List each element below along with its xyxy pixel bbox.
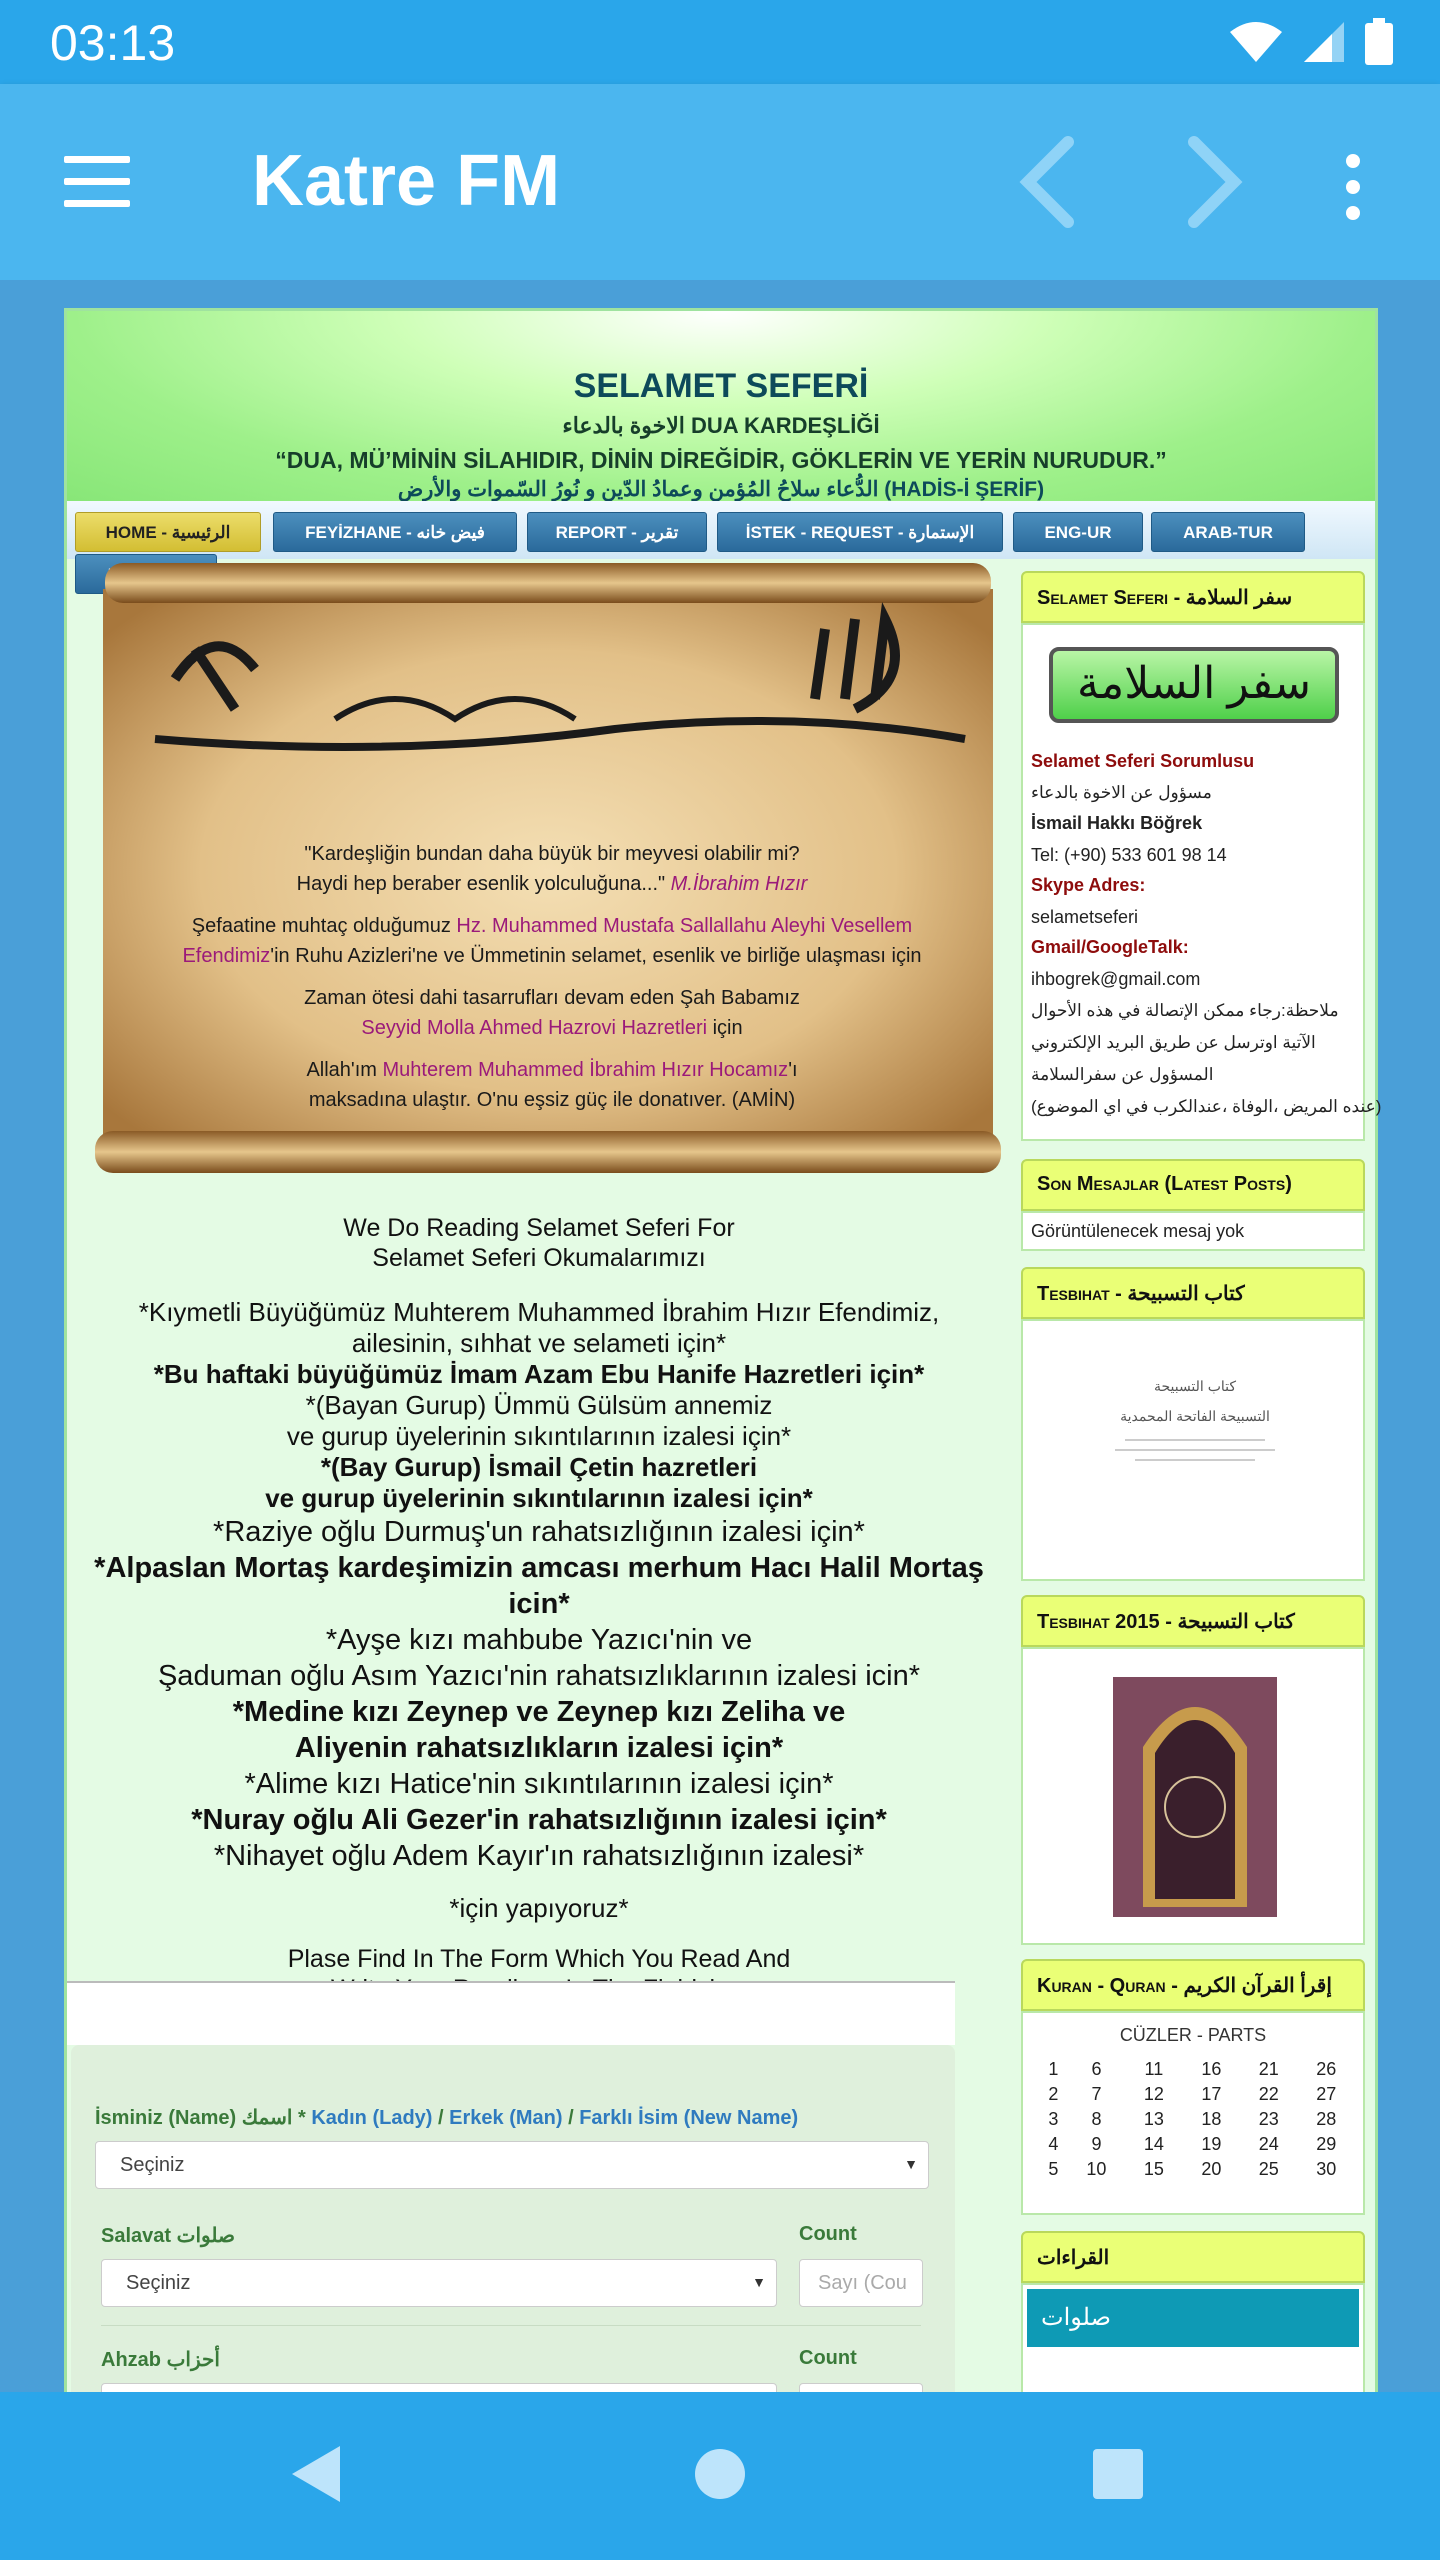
back-arrow-icon[interactable] bbox=[1012, 134, 1082, 230]
status-bar bbox=[0, 0, 1440, 84]
status-time: 03:13 bbox=[50, 15, 176, 71]
dropdown-arrow-icon: ▼ bbox=[904, 2156, 918, 2172]
scroll-line-2: Haydi hep beraber esenlik yolculuğuna..." M.İbrahim Hızır bbox=[296, 873, 808, 895]
note-line: الآتية اوترسل عن طريق البريد الإلكتروني bbox=[1031, 1033, 1316, 1052]
quran-row bbox=[1039, 2082, 1355, 2107]
quran-row bbox=[1039, 2132, 1355, 2157]
resp-name: İsmail Hakkı Böğrek bbox=[1031, 813, 1203, 833]
quran-part-link[interactable]: 21 bbox=[1258, 2059, 1279, 2079]
quran-part-link[interactable]: 11 bbox=[1144, 2059, 1164, 2079]
quran-part-link[interactable]: 26 bbox=[1316, 2059, 1337, 2079]
banner-quote: “DUA, MÜ’MİNİN SİLAHIDIR, DİNİN DİREĞİDİR, GÖKLERİN VE YERİN NURUDUR.” bbox=[275, 447, 1167, 473]
nav-back-icon[interactable] bbox=[288, 2442, 344, 2506]
quran-part-link[interactable]: 10 bbox=[1086, 2159, 1107, 2179]
quran-part-link[interactable]: 9 bbox=[1091, 2134, 1102, 2154]
menu-eng-ur[interactable]: ENG-UR bbox=[1013, 512, 1143, 552]
prayer-line: *Nuray oğlu Ali Gezer'in rahatsızlığının izalesi için* bbox=[191, 1804, 887, 1836]
quran-part-link[interactable]: 25 bbox=[1258, 2159, 1279, 2179]
quran-part-link[interactable]: 8 bbox=[1091, 2109, 1102, 2129]
reading-heading-en: We Do Reading Selamet Seferi For bbox=[343, 1214, 735, 1242]
quran-part-link[interactable]: 2 bbox=[1048, 2084, 1059, 2104]
quran-part-link[interactable]: 13 bbox=[1143, 2109, 1164, 2129]
sidebar-quran-body bbox=[1021, 2011, 1365, 2215]
sidebar-tesbihat-body bbox=[1021, 1319, 1365, 1581]
note-line: (عنده المريض ،الوفاة ،عندالكرب في اي الموضوع) bbox=[1031, 1097, 1382, 1116]
tesbihat-2015-cover[interactable] bbox=[1113, 1677, 1277, 1917]
system-nav-bar bbox=[0, 2392, 1440, 2560]
quran-part-link[interactable]: 16 bbox=[1201, 2059, 1222, 2079]
quran-part-link[interactable]: 22 bbox=[1258, 2084, 1279, 2104]
sidebar-selamet-body bbox=[1021, 623, 1382, 1141]
quran-part-link[interactable]: 7 bbox=[1091, 2084, 1102, 2104]
form-header-area bbox=[67, 1981, 955, 2045]
scroll-line-3: Şefaatine muhtaç olduğumuz Hz. Muhammed Mustafa Sallallahu Aleyhi Vesellem bbox=[191, 915, 913, 937]
scroll-line-1: "Kardeşliğin bundan daha büyük bir meyvesi olabilir mi? bbox=[304, 843, 800, 865]
quran-part-link[interactable]: 1 bbox=[1048, 2059, 1059, 2079]
skype-label: Skype Adres: bbox=[1031, 875, 1146, 895]
prayer-line: *Nihayet oğlu Adem Kayır'ın rahatsızlığının izalesi* bbox=[213, 1840, 865, 1872]
menu-report[interactable]: REPORT - تقرير bbox=[527, 512, 707, 552]
battery-icon bbox=[1364, 18, 1394, 66]
dropdown-arrow-icon: ▼ bbox=[752, 2274, 766, 2290]
sidebar-posts-body bbox=[1021, 1211, 1365, 1251]
quran-part-link[interactable]: 29 bbox=[1316, 2134, 1337, 2154]
quran-part-link[interactable]: 23 bbox=[1258, 2109, 1279, 2129]
scroll-line-5: Zaman ötesi dahi tasarrufları devam eden Şah Babamız bbox=[304, 987, 800, 1009]
gmail-label: Gmail/GoogleTalk: bbox=[1031, 937, 1189, 957]
sidebar-readings-body bbox=[1021, 2283, 1365, 2392]
resp-label: Selamet Seferi Sorumlusu bbox=[1031, 751, 1255, 771]
quran-parts-table bbox=[1039, 2057, 1355, 2182]
scroll-line-8: maksadına ulaştır. O'nu eşsiz güç ile donatıver. (AMİN) bbox=[308, 1089, 796, 1111]
wifi-icon bbox=[1228, 20, 1284, 64]
quran-part-link[interactable]: 20 bbox=[1201, 2159, 1222, 2179]
prayer-line: *Kıymetli Büyüğümüz Muhterem Muhammed İbrahim Hızır Efendimiz, bbox=[138, 1297, 940, 1327]
scroll-banner-image bbox=[95, 559, 1009, 1179]
name-new-link[interactable]: Farklı İsim (New Name) bbox=[579, 2107, 799, 2129]
menu-feyizhane[interactable]: FEYİZHANE - فيض خانه bbox=[273, 512, 517, 552]
ahzab-label: Ahzab أحزاب bbox=[101, 2349, 220, 2371]
name-label: İsminiz (Name) اسمك * Kadın (Lady) / Erkek (Man) / Farklı İsim (New Name) bbox=[95, 2107, 799, 2129]
name-lady-link[interactable]: Kadın (Lady) bbox=[311, 2107, 433, 2129]
sidebar-selamet-header: Selamet Seferi - سفر السلامة bbox=[1021, 571, 1365, 623]
reading-heading bbox=[67, 1213, 1011, 1273]
ahzab-count-input[interactable] bbox=[799, 2383, 923, 2392]
sidebar-tesbihat2015-body bbox=[1021, 1647, 1365, 1945]
menu-arab-tur[interactable]: ARAB-TUR bbox=[1151, 512, 1305, 552]
quran-part-link[interactable]: 5 bbox=[1048, 2159, 1059, 2179]
prayer-line: Aliyenin rahatsızlıkların izalesi için* bbox=[294, 1732, 784, 1764]
quran-part-link[interactable]: 30 bbox=[1316, 2159, 1337, 2179]
count-label: Count bbox=[799, 2223, 857, 2245]
web-view[interactable] bbox=[0, 280, 1440, 2392]
app-bar bbox=[0, 84, 1440, 280]
prayer-line: *Alime kızı Hatice'nin sıkıntılarının izalesi için* bbox=[244, 1768, 834, 1800]
app-title: Katre FM bbox=[252, 141, 561, 221]
tesbihat-book-line: التسبيحة الفاتحة المحمدية bbox=[1120, 1408, 1270, 1424]
banner-title: SELAMET SEFERİ bbox=[573, 367, 869, 405]
sidebar-tesbihat2015-header: Tesbihat 2015 - كتاب التسبيحة bbox=[1021, 1595, 1365, 1647]
reading-heading-tr: Selamet Seferi Okumalarımızı bbox=[372, 1244, 706, 1272]
salavat-select[interactable]: Seçiniz ▼ bbox=[101, 2259, 777, 2307]
skype-value: selametseferi bbox=[1031, 907, 1139, 927]
quran-part-link[interactable]: 17 bbox=[1201, 2084, 1222, 2104]
quran-part-link[interactable]: 15 bbox=[1143, 2159, 1164, 2179]
sidebar-readings-header: القراءات bbox=[1021, 2231, 1365, 2283]
web-page bbox=[64, 308, 1382, 2392]
gmail-value[interactable]: ihbogrek@gmail.com bbox=[1031, 969, 1201, 989]
tesbihat-book-line: كتاب التسبيحة bbox=[1153, 1378, 1237, 1394]
selamet-logo[interactable]: سفر السلامة bbox=[1049, 647, 1339, 723]
quran-part-link[interactable]: 14 bbox=[1143, 2134, 1164, 2154]
quran-part-link[interactable]: 19 bbox=[1201, 2134, 1222, 2154]
prayer-line: *Bu haftaki büyüğümüz İmam Azam Ebu Hanife Hazretleri için* bbox=[153, 1359, 925, 1389]
quran-part-link[interactable]: 28 bbox=[1316, 2109, 1337, 2129]
hamburger-menu-icon[interactable] bbox=[64, 156, 130, 208]
prayer-line: ailesinin, sıhhat ve selameti için* bbox=[351, 1328, 727, 1358]
quran-part-link[interactable]: 18 bbox=[1201, 2109, 1222, 2129]
prayer-line: *Alpaslan Mortaş kardeşimizin amcası merhum Hacı Halil Mortaş icin* bbox=[94, 1552, 984, 1620]
quran-row bbox=[1039, 2057, 1355, 2082]
banner-hadis: الدُّعاء سلاحُ المُؤمن وعمادُ الدّين و نُورُ السّموات والأرض (HADİS-İ ŞERİF) bbox=[397, 478, 1045, 501]
prayer-line: ve gurup üyelerinin sıkıntılarının izalesi için* bbox=[265, 1483, 813, 1513]
prayer-line: *(Bay Gurup) İsmail Çetin hazretleri bbox=[320, 1452, 758, 1482]
status-icons bbox=[1228, 18, 1394, 66]
quran-part-link[interactable]: 4 bbox=[1048, 2134, 1059, 2154]
menu-request[interactable]: İSTEK - REQUEST - الإستمارة bbox=[717, 512, 1003, 552]
readings-item-salavat[interactable]: صلوات bbox=[1027, 2289, 1359, 2347]
quran-part-link[interactable]: 3 bbox=[1048, 2109, 1059, 2129]
quran-part-link[interactable]: 12 bbox=[1143, 2084, 1164, 2104]
name-man-link[interactable]: Erkek (Man) bbox=[449, 2107, 563, 2129]
overflow-menu-icon[interactable] bbox=[1346, 154, 1364, 232]
tesbihat-book-cover[interactable] bbox=[1083, 1351, 1307, 1551]
form-instruction-1: Plase Find In The Form Which You Read And bbox=[287, 1945, 791, 1973]
quran-part-link[interactable]: 27 bbox=[1316, 2084, 1337, 2104]
prayer-line: ve gurup üyelerinin sıkıntılarının izalesi için* bbox=[286, 1421, 792, 1451]
ahzab-select[interactable] bbox=[101, 2383, 777, 2392]
quran-row bbox=[1039, 2157, 1355, 2182]
salavat-label: Salavat صلوات bbox=[101, 2225, 235, 2247]
name-select[interactable]: Seçiniz ▼ bbox=[95, 2141, 929, 2189]
form-divider bbox=[101, 2325, 921, 2326]
scroll-line-7: Allah'ım Muhterem Muhammed İbrahim Hızır Hocamız'ı bbox=[306, 1059, 798, 1081]
site-banner bbox=[67, 311, 1375, 501]
sidebar-tesbihat-header: Tesbihat - كتاب التسبيحة bbox=[1021, 1267, 1365, 1319]
banner-subtitle: الاخوة بالدعاء DUA KARDEŞLİĞİ bbox=[562, 413, 880, 438]
prayer-line: Şaduman oğlu Asım Yazıcı'nin rahatsızlıklarının izalesi icin* bbox=[157, 1660, 921, 1692]
resp-arabic: مسؤول عن الاخوة بالدعاء bbox=[1031, 783, 1212, 802]
sidebar-posts-header: Son Mesajlar (Latest Posts) bbox=[1021, 1159, 1365, 1211]
prayer-list bbox=[67, 1297, 1011, 2004]
forward-arrow-icon[interactable] bbox=[1180, 134, 1250, 230]
site-menu bbox=[67, 501, 1375, 559]
scroll-line-6: Seyyid Molla Ahmed Hazrovi Hazretleri için bbox=[361, 1017, 743, 1039]
prayer-closing: *için yapıyoruz* bbox=[449, 1893, 629, 1923]
prayer-line: *Raziye oğlu Durmuş'un rahatsızlığının izalesi için* bbox=[213, 1516, 865, 1548]
cell-signal-icon bbox=[1302, 20, 1346, 64]
menu-home[interactable]: HOME - الرئيسية bbox=[75, 512, 261, 552]
posts-empty: Görüntülenecek mesaj yok bbox=[1031, 1221, 1245, 1241]
quran-part-link[interactable]: 6 bbox=[1091, 2059, 1102, 2079]
prayer-line: *Medine kızı Zeynep ve Zeynep kızı Zeliha ve bbox=[232, 1696, 846, 1728]
sidebar-quran-header: Kuran - Quran - إقرأ القرآن الكريم bbox=[1021, 1959, 1365, 2011]
resp-tel: Tel: (+90) 533 601 98 14 bbox=[1031, 845, 1227, 865]
note-line: المسؤول عن سفرالسلامة bbox=[1031, 1065, 1214, 1084]
salavat-count-input[interactable]: Sayı (Cou bbox=[799, 2259, 923, 2307]
quran-caption: CÜZLER - PARTS bbox=[1119, 2025, 1267, 2045]
note-line: ملاحظة:رجاء ممكن الإتصالة في هذه الأحوال bbox=[1031, 1001, 1339, 1020]
nav-recents-icon[interactable] bbox=[1092, 2448, 1144, 2500]
reading-form bbox=[71, 2045, 955, 2392]
quran-part-link[interactable]: 24 bbox=[1258, 2134, 1279, 2154]
scroll-line-4: Efendimiz'in Ruhu Azizleri'ne ve Ümmetinin selamet, esenlik ve birliğe ulaşması için bbox=[182, 945, 922, 967]
prayer-line: *(Bayan Gurup) Ümmü Gülsüm annemiz bbox=[305, 1390, 773, 1420]
nav-home-icon[interactable] bbox=[694, 2448, 746, 2500]
prayer-line: *Ayşe kızı mahbube Yazıcı'nin ve bbox=[325, 1624, 753, 1656]
count-label-2: Count bbox=[799, 2347, 857, 2369]
quran-row bbox=[1039, 2107, 1355, 2132]
